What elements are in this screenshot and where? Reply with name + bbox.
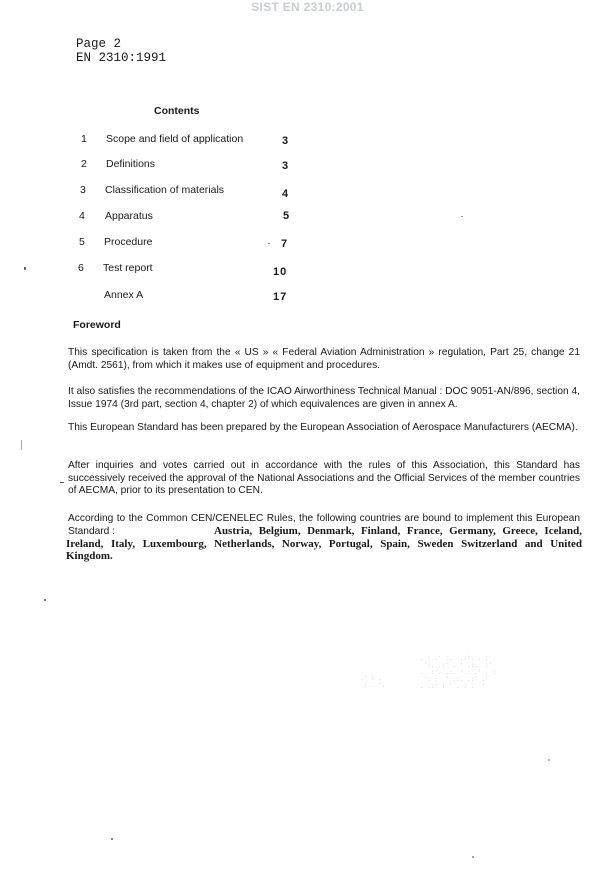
toc-item-annex-a (0, 289, 615, 305)
scan-speck (461, 216, 463, 217)
scan-speck (111, 838, 113, 840)
scan-speck (44, 599, 46, 601)
scan-speck (21, 440, 22, 450)
toc-number: 2 (81, 158, 87, 170)
toc-text: Apparatus (105, 210, 153, 222)
scan-speck (472, 856, 474, 858)
toc-item-scope (0, 133, 615, 149)
toc-item-classification (0, 184, 615, 200)
toc-page: 4 (282, 188, 290, 200)
contents-title: Contents (154, 105, 200, 117)
toc-number: 5 (79, 236, 85, 248)
scan-speck (24, 267, 26, 270)
standard-number: EN 2310:1991 (76, 51, 167, 65)
toc-page: 3 (282, 135, 290, 147)
countries-list: Austria, Belgium, Denmark, Finland, France, Germany, Greece, Iceland, Ireland, Italy, Luxembourg, Netherlands, Norway, Portugal, Spain, Sweden Switzerland and United Kingdom. (66, 525, 582, 562)
toc-text: Test report (103, 262, 153, 274)
toc-text: Classification of materials (105, 184, 225, 196)
scan-noise: . : .' :. .:'. . : ':. .:' . ' .:. :' . :'. .:. ' : .' . : ': . ' .:. .:' .' . .:' : ' . : . ' (420, 655, 496, 690)
scan-speck (268, 243, 270, 244)
scan-noise: .' : . : . '. (360, 675, 386, 689)
page-number: Page 2 (76, 37, 122, 51)
toc-text: Definitions (106, 158, 156, 170)
toc-page: 7 (281, 238, 289, 250)
foreword-paragraph: After inquiries and votes carried out in accordance with the rules of this Association, this Standard has successively received the approval of the National Associations and the Official Services of the member countries of AECMA, prior to its presentation to CEN. (68, 460, 580, 496)
toc-text: Scope and field of application (106, 133, 244, 145)
toc-page: 3 (282, 160, 290, 172)
toc-text: Procedure (104, 236, 153, 248)
scan-speck (60, 482, 64, 483)
toc-item-test-report (0, 262, 615, 278)
toc-item-procedure (0, 236, 615, 252)
foreword-title: Foreword (73, 319, 121, 331)
toc-text: Annex A (104, 289, 144, 301)
watermark: SIST EN 2310:2001 (251, 0, 364, 14)
scan-speck (548, 759, 550, 761)
toc-page: 10 (273, 266, 288, 278)
foreword-paragraph: According to the Common CEN/CENELEC Rules, the following countries are bound to implement this European Standard : (68, 513, 580, 537)
foreword-paragraph: It also satisfies the recommendations of the ICAO Airworthiness Technical Manual : DOC 9051-AN/896, section 4, Issue 1974 (3rd part, section 4, chapter 2) of which equivalences are given in annex A. (68, 386, 580, 410)
toc-item-apparatus (0, 210, 615, 226)
toc-number: 3 (80, 184, 86, 196)
toc-page: 17 (273, 291, 288, 303)
toc-page: 5 (283, 210, 291, 222)
page-header (76, 37, 166, 65)
foreword-paragraph: This European Standard has been prepared by the European Association of Aerospace Manufacturers (AECMA). (68, 422, 578, 433)
foreword-paragraph: This specification is taken from the « US » « Federal Aviation Administration » regulation, Part 25, change 21 (Amdt. 2561), from which it makes use of equipment and procedures. (68, 347, 580, 371)
toc-item-definitions (0, 158, 615, 174)
toc-number: 4 (79, 210, 85, 222)
toc-number: 6 (78, 262, 84, 274)
toc-number: 1 (81, 133, 87, 145)
